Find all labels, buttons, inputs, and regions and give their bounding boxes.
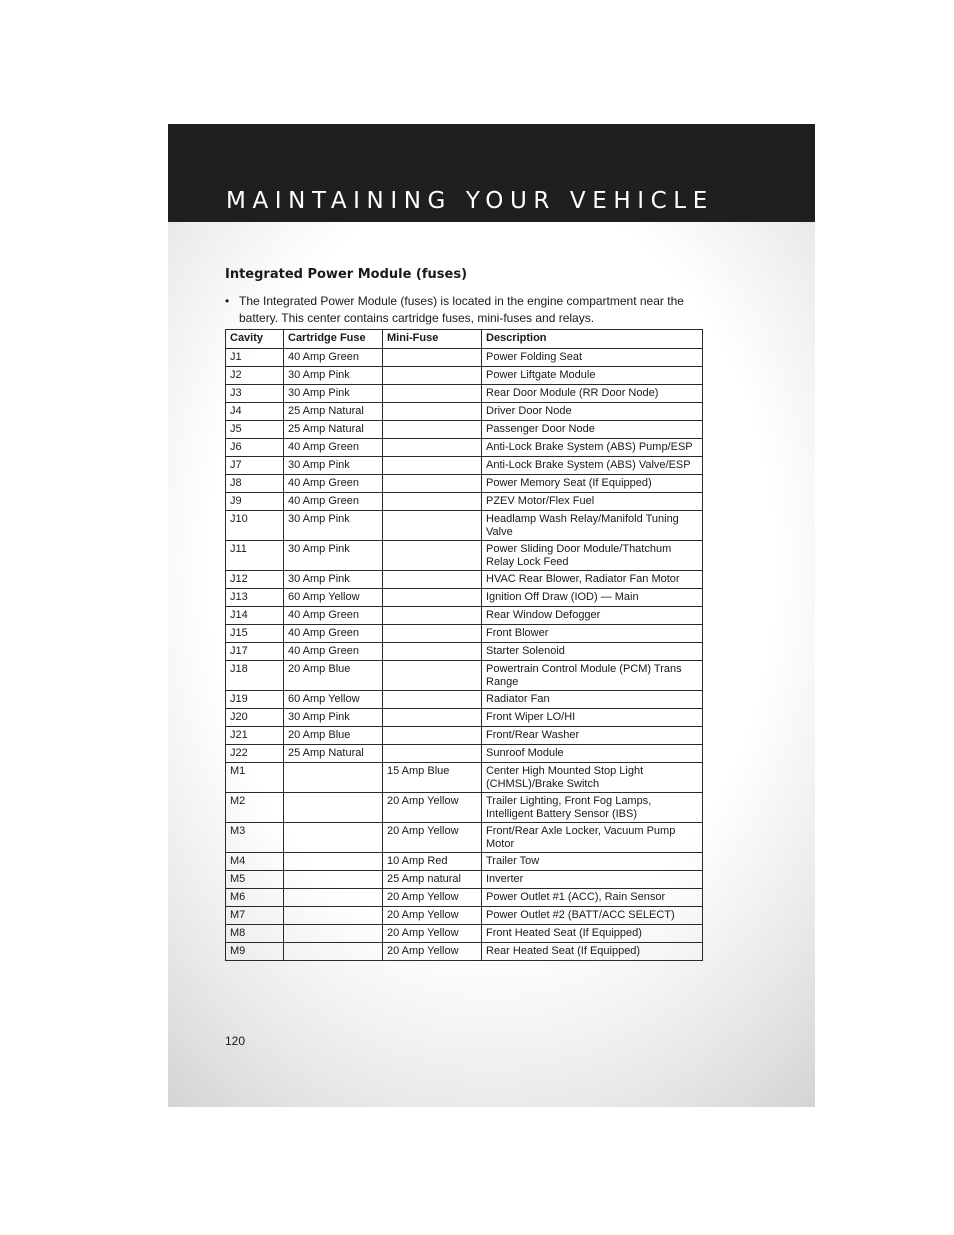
cavity-cell: J3: [226, 385, 284, 403]
table-row: [226, 439, 703, 457]
mini-fuse-cell: [383, 439, 482, 457]
cartridge-fuse-cell: 60 Amp Yellow: [284, 691, 383, 709]
cavity-cell: J18: [226, 661, 284, 691]
mini-fuse-cell: [383, 367, 482, 385]
mini-fuse-cell: [383, 691, 482, 709]
table-row: [226, 661, 703, 691]
table-row: [226, 943, 703, 961]
cartridge-fuse-cell: [284, 763, 383, 793]
table-row: [226, 727, 703, 745]
table-row: [226, 385, 703, 403]
table-row: [226, 403, 703, 421]
mini-fuse-cell: [383, 403, 482, 421]
table-row: [226, 907, 703, 925]
description-cell: Driver Door Node: [482, 403, 703, 421]
cavity-cell: J7: [226, 457, 284, 475]
cartridge-fuse-cell: 25 Amp Natural: [284, 745, 383, 763]
cavity-cell: J17: [226, 643, 284, 661]
table-row: [226, 493, 703, 511]
mini-fuse-cell: [383, 457, 482, 475]
description-cell: Ignition Off Draw (IOD) — Main: [482, 589, 703, 607]
table-row: [226, 607, 703, 625]
mini-fuse-cell: 25 Amp natural: [383, 871, 482, 889]
description-cell: Sunroof Module: [482, 745, 703, 763]
cartridge-fuse-cell: 60 Amp Yellow: [284, 589, 383, 607]
cavity-cell: J22: [226, 745, 284, 763]
mini-fuse-cell: [383, 541, 482, 571]
cartridge-fuse-cell: [284, 853, 383, 871]
cartridge-fuse-cell: [284, 907, 383, 925]
mini-fuse-cell: [383, 625, 482, 643]
mini-fuse-cell: 20 Amp Yellow: [383, 823, 482, 853]
table-row: [226, 457, 703, 475]
description-cell: Power Outlet #1 (ACC), Rain Sensor: [482, 889, 703, 907]
cartridge-fuse-cell: 30 Amp Pink: [284, 385, 383, 403]
cartridge-fuse-cell: 40 Amp Green: [284, 475, 383, 493]
cavity-cell: M5: [226, 871, 284, 889]
mini-fuse-cell: 20 Amp Yellow: [383, 925, 482, 943]
mini-fuse-cell: 20 Amp Yellow: [383, 889, 482, 907]
description-cell: Power Folding Seat: [482, 349, 703, 367]
mini-fuse-cell: [383, 349, 482, 367]
cavity-cell: J9: [226, 493, 284, 511]
table-row: [226, 541, 703, 571]
table-row: [226, 643, 703, 661]
description-cell: HVAC Rear Blower, Radiator Fan Motor: [482, 571, 703, 589]
mini-fuse-cell: [383, 493, 482, 511]
cavity-cell: M3: [226, 823, 284, 853]
cartridge-fuse-cell: 40 Amp Green: [284, 349, 383, 367]
mini-fuse-cell: 20 Amp Yellow: [383, 943, 482, 961]
cavity-cell: M8: [226, 925, 284, 943]
cavity-cell: J11: [226, 541, 284, 571]
cavity-cell: M6: [226, 889, 284, 907]
cavity-cell: J14: [226, 607, 284, 625]
bullet-symbol: •: [225, 294, 230, 308]
column-header-cartridge-fuse: Cartridge Fuse: [284, 330, 383, 349]
cartridge-fuse-cell: 40 Amp Green: [284, 643, 383, 661]
mini-fuse-cell: [383, 475, 482, 493]
description-cell: Inverter: [482, 871, 703, 889]
description-cell: PZEV Motor/Flex Fuel: [482, 493, 703, 511]
table-row: [226, 475, 703, 493]
cavity-cell: J13: [226, 589, 284, 607]
cartridge-fuse-cell: 20 Amp Blue: [284, 661, 383, 691]
table-body: [226, 349, 703, 961]
description-cell: Rear Heated Seat (If Equipped): [482, 943, 703, 961]
cartridge-fuse-cell: [284, 871, 383, 889]
cavity-cell: M2: [226, 793, 284, 823]
table-row: [226, 511, 703, 541]
table-row: [226, 793, 703, 823]
bullet-text: The Integrated Power Module (fuses) is located in the engine compartment near the battery. This center contains cartridge fuses, mini-fuses and relays.: [239, 294, 684, 325]
cavity-cell: J10: [226, 511, 284, 541]
table-row: [226, 709, 703, 727]
cavity-cell: J15: [226, 625, 284, 643]
cartridge-fuse-cell: 30 Amp Pink: [284, 709, 383, 727]
mini-fuse-cell: [383, 421, 482, 439]
cavity-cell: J20: [226, 709, 284, 727]
page-number: 120: [225, 1034, 246, 1048]
cartridge-fuse-cell: 40 Amp Green: [284, 439, 383, 457]
cavity-cell: J4: [226, 403, 284, 421]
mini-fuse-cell: [383, 727, 482, 745]
description-cell: Anti-Lock Brake System (ABS) Valve/ESP: [482, 457, 703, 475]
table-row: [226, 571, 703, 589]
table-row: [226, 349, 703, 367]
description-cell: Trailer Tow: [482, 853, 703, 871]
table-row: [226, 853, 703, 871]
cartridge-fuse-cell: 30 Amp Pink: [284, 541, 383, 571]
cartridge-fuse-cell: [284, 823, 383, 853]
mini-fuse-cell: 10 Amp Red: [383, 853, 482, 871]
description-cell: Passenger Door Node: [482, 421, 703, 439]
description-cell: Front Blower: [482, 625, 703, 643]
section-heading: Integrated Power Module (fuses): [225, 267, 468, 282]
mini-fuse-cell: [383, 661, 482, 691]
table-row: [226, 691, 703, 709]
cavity-cell: J12: [226, 571, 284, 589]
cartridge-fuse-cell: [284, 943, 383, 961]
description-cell: Starter Solenoid: [482, 643, 703, 661]
cartridge-fuse-cell: 40 Amp Green: [284, 625, 383, 643]
table-row: [226, 763, 703, 793]
cartridge-fuse-cell: [284, 793, 383, 823]
table-row: [226, 889, 703, 907]
cartridge-fuse-cell: 25 Amp Natural: [284, 403, 383, 421]
description-cell: Powertrain Control Module (PCM) Trans Range: [482, 661, 703, 691]
table-row: [226, 367, 703, 385]
description-cell: Trailer Lighting, Front Fog Lamps, Intelligent Battery Sensor (IBS): [482, 793, 703, 823]
table-row: [226, 925, 703, 943]
table-row: [226, 421, 703, 439]
mini-fuse-cell: 20 Amp Yellow: [383, 793, 482, 823]
description-cell: Rear Door Module (RR Door Node): [482, 385, 703, 403]
mini-fuse-cell: [383, 385, 482, 403]
cartridge-fuse-cell: 30 Amp Pink: [284, 457, 383, 475]
cavity-cell: M1: [226, 763, 284, 793]
cavity-cell: J5: [226, 421, 284, 439]
description-cell: Front/Rear Washer: [482, 727, 703, 745]
description-cell: Center High Mounted Stop Light (CHMSL)/Brake Switch: [482, 763, 703, 793]
description-cell: Power Outlet #2 (BATT/ACC SELECT): [482, 907, 703, 925]
column-header-cavity: Cavity: [226, 330, 284, 349]
description-cell: Rear Window Defogger: [482, 607, 703, 625]
bullet-item: [225, 293, 707, 327]
description-cell: Front/Rear Axle Locker, Vacuum Pump Motor: [482, 823, 703, 853]
fuse-table: [225, 329, 703, 961]
cartridge-fuse-cell: 30 Amp Pink: [284, 571, 383, 589]
cartridge-fuse-cell: 20 Amp Blue: [284, 727, 383, 745]
table-row: [226, 589, 703, 607]
cavity-cell: J21: [226, 727, 284, 745]
mini-fuse-cell: 20 Amp Yellow: [383, 907, 482, 925]
mini-fuse-cell: [383, 607, 482, 625]
cartridge-fuse-cell: [284, 889, 383, 907]
chapter-title: MAINTAINING YOUR VEHICLE: [226, 188, 714, 214]
table-header-row: [226, 330, 703, 349]
mini-fuse-cell: [383, 571, 482, 589]
column-header-description: Description: [482, 330, 703, 349]
mini-fuse-cell: [383, 745, 482, 763]
mini-fuse-cell: [383, 709, 482, 727]
table-row: [226, 745, 703, 763]
cavity-cell: J8: [226, 475, 284, 493]
mini-fuse-cell: [383, 589, 482, 607]
table-row: [226, 871, 703, 889]
description-cell: Front Wiper LO/HI: [482, 709, 703, 727]
cartridge-fuse-cell: 30 Amp Pink: [284, 511, 383, 541]
description-cell: Power Liftgate Module: [482, 367, 703, 385]
table-row: [226, 625, 703, 643]
cartridge-fuse-cell: 40 Amp Green: [284, 493, 383, 511]
cavity-cell: M7: [226, 907, 284, 925]
description-cell: Power Memory Seat (If Equipped): [482, 475, 703, 493]
cavity-cell: J2: [226, 367, 284, 385]
description-cell: Headlamp Wash Relay/Manifold Tuning Valve: [482, 511, 703, 541]
description-cell: Front Heated Seat (If Equipped): [482, 925, 703, 943]
table-row: [226, 823, 703, 853]
mini-fuse-cell: [383, 511, 482, 541]
cavity-cell: J19: [226, 691, 284, 709]
description-cell: Anti-Lock Brake System (ABS) Pump/ESP: [482, 439, 703, 457]
cavity-cell: M4: [226, 853, 284, 871]
mini-fuse-cell: [383, 643, 482, 661]
cartridge-fuse-cell: 40 Amp Green: [284, 607, 383, 625]
cartridge-fuse-cell: 25 Amp Natural: [284, 421, 383, 439]
cavity-cell: J6: [226, 439, 284, 457]
mini-fuse-cell: 15 Amp Blue: [383, 763, 482, 793]
cartridge-fuse-cell: [284, 925, 383, 943]
description-cell: Power Sliding Door Module/Thatchum Relay Lock Feed: [482, 541, 703, 571]
cavity-cell: J1: [226, 349, 284, 367]
cartridge-fuse-cell: 30 Amp Pink: [284, 367, 383, 385]
column-header-mini-fuse: Mini-Fuse: [383, 330, 482, 349]
description-cell: Radiator Fan: [482, 691, 703, 709]
cavity-cell: M9: [226, 943, 284, 961]
